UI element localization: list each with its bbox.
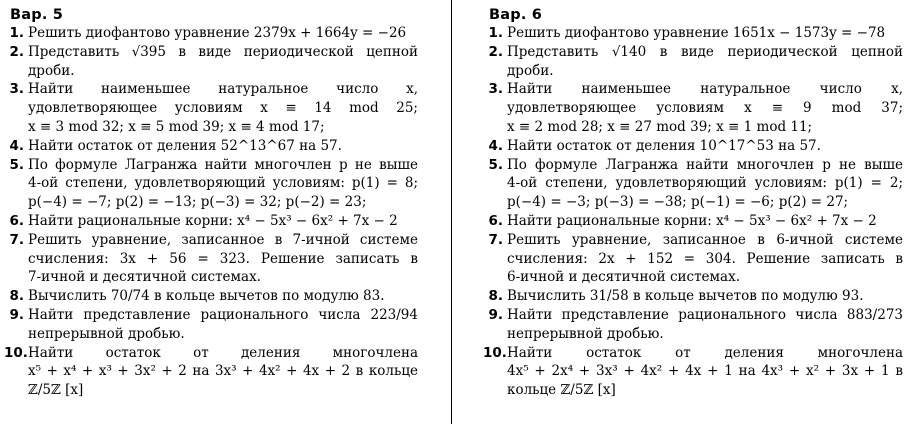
task-item [483,344,903,400]
task-number: 7. [9,231,24,248]
task-text-line: Решить уравнение, записанное в 7-ичной системе [28,231,418,248]
task-text-line: дроби. [28,62,75,79]
task-text-line: 4x⁵ + 2x⁴ + 3x³ + 4x² + 4x + 1 на 4x³ + x² + 3x + 1 в [507,363,903,380]
task-text-line: непрерывной дробью. [507,325,664,342]
task-item [4,156,418,212]
task-number: 3. [9,81,24,98]
task-text-line: дроби. [507,62,554,79]
task-text-line: непрерывной дробью. [28,325,185,342]
task-number: 9. [9,306,24,323]
task-list [4,24,418,400]
column-divider [451,0,452,424]
task-item [483,156,903,212]
task-number: 3. [488,81,503,98]
variant-5-column [4,6,418,400]
task-text-line: p(−4) = −3; p(−3) = −38; p(−1) = −6; p(2) = 27; [507,194,849,211]
task-text-line: Найти наименьшее натуральное число x, [507,81,903,98]
task-item [483,231,903,287]
task-item [483,43,903,81]
task-text-line: 4-ой степени, удовлетворяющий условиям: p(1) = 2; [507,175,903,192]
task-text-line: Решить диофантово уравнение 1651x − 1573y = −78 [507,25,886,41]
task-text-line: 6-ичной и десятичной системах. [507,269,740,286]
task-item [4,287,418,306]
task-text-line: Найти остаток от деления 10^17^53 на 57. [507,137,821,154]
task-item [483,306,903,344]
task-item [483,287,903,306]
task-text-line: Найти остаток от деления многочлена [507,344,903,361]
task-item [483,137,903,156]
task-number: 7. [488,231,503,248]
task-text-line: удовлетворяющее условиям x ≡ 14 mod 25; [28,100,418,117]
task-number: 5. [9,156,24,173]
task-item [483,212,903,231]
task-number: 6. [9,212,24,229]
task-list [483,24,903,400]
task-number: 1. [9,25,24,41]
task-text-line: Представить √140 в виде периодической цепной [507,43,903,60]
task-item [4,231,418,287]
task-text-line: Решить диофантово уравнение 2379x + 1664y = −26 [28,25,407,41]
task-text-line: Вычислить 70/74 в кольце вычетов по модулю 83. [28,288,385,305]
task-text-line: Найти наименьшее натуральное число x, [28,81,418,98]
task-number: 10. [4,344,28,361]
task-item [4,24,418,43]
task-text-line: ℤ/5ℤ [x] [28,382,84,399]
task-item [4,43,418,81]
task-item [4,80,418,136]
task-text-line: 7-ичной и десятичной системах. [28,269,261,286]
task-item [483,24,903,43]
task-item [4,212,418,231]
task-number: 2. [488,43,503,60]
task-text-line: По формуле Лагранжа найти многочлен p не выше [507,156,903,173]
task-text-line: Найти остаток от деления многочлена [28,344,418,361]
task-number: 6. [488,212,503,229]
task-item [483,80,903,136]
task-number: 10. [483,344,507,361]
variant-title: Вар. 6 [489,7,543,23]
variant-6-column [483,6,903,400]
task-text-line: По формуле Лагранжа найти многочлен p не выше [28,156,418,173]
task-number: 1. [488,25,503,41]
task-item [4,306,418,344]
task-item [4,344,418,400]
task-text-line: удовлетворяющее условиям x ≡ 9 mod 37; [507,100,903,117]
task-text-line: x⁵ + x⁴ + x³ + 3x² + 2 на 3x³ + 4x² + 4x + 2 в кольце [28,363,418,380]
task-number: 4. [488,137,503,154]
task-item [4,137,418,156]
task-number: 8. [488,288,503,305]
task-number: 8. [9,288,24,305]
task-text-line: Найти представление рационального числа 223/94 [28,306,418,323]
task-number: 4. [9,137,24,154]
task-text-line: Найти представление рационального числа 883/273 [507,306,903,323]
task-number: 2. [9,43,24,60]
task-text-line: Найти рациональные корни: x⁴ − 5x³ − 6x² + 7x − 2 [507,212,877,229]
task-text-line: x ≡ 2 mod 28; x ≡ 27 mod 39; x ≡ 1 mod 11; [507,118,813,135]
task-text-line: Вычислить 31/58 в кольце вычетов по модулю 93. [507,288,864,305]
task-text-line: счисления: 2x + 152 = 304. Решение записать в [507,250,903,267]
task-text-line: Найти рациональные корни: x⁴ − 5x³ − 6x² + 7x − 2 [28,212,398,229]
task-text-line: 4-ой степени, удовлетворяющий условиям: p(1) = 8; [28,175,418,192]
task-text-line: p(−4) = −7; p(2) = −13; p(−3) = 32; p(−2) = 23; [28,194,367,211]
task-text-line: Представить √395 в виде периодической цепной [28,43,418,60]
task-text-line: Найти остаток от деления 52^13^67 на 57. [28,137,342,154]
task-number: 5. [488,156,503,173]
task-text-line: Решить уравнение, записанное в 6-ичной системе [507,231,903,248]
variant-title: Вар. 5 [10,7,64,23]
task-text-line: счисления: 3x + 56 = 323. Решение записать в [28,250,418,267]
task-number: 9. [488,306,503,323]
task-text-line: кольце ℤ/5ℤ [x] [507,382,616,399]
task-text-line: x ≡ 3 mod 32; x ≡ 5 mod 39; x ≡ 4 mod 17; [28,118,325,135]
